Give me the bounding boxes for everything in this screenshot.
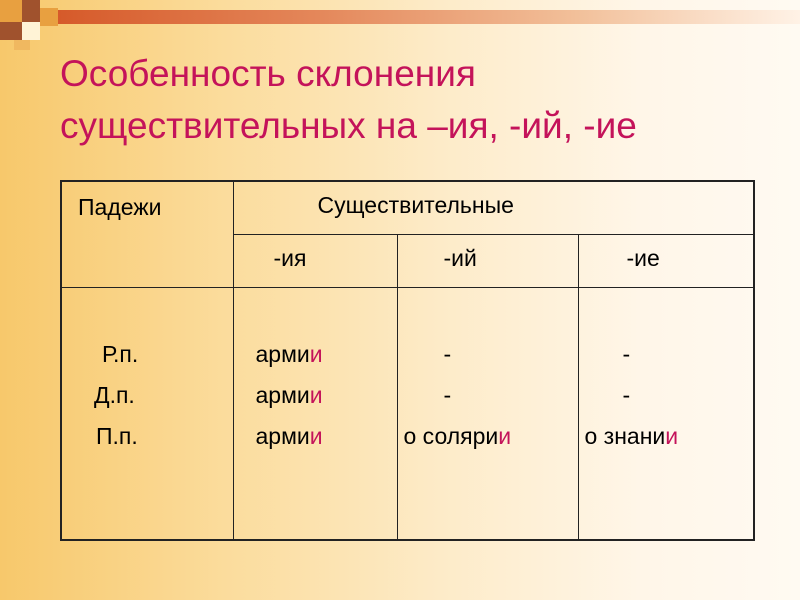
decor-square xyxy=(0,22,22,40)
cell-iya-dative xyxy=(256,375,397,416)
decor-square xyxy=(22,22,40,40)
case-prepositional: П.п. xyxy=(96,423,138,449)
decor-square xyxy=(0,0,22,22)
word-stem: арми xyxy=(255,423,310,449)
case-genitive: Р.п. xyxy=(102,341,139,367)
column-ie xyxy=(578,288,754,541)
cell-ie-dative: - xyxy=(622,382,631,408)
word-stem: арми xyxy=(255,382,310,408)
suffix-iya: -ия xyxy=(233,235,397,288)
cases-column xyxy=(61,288,233,541)
decor-square xyxy=(40,8,58,26)
cell-iya-genitive xyxy=(256,334,397,375)
cell-ij-dative: - xyxy=(443,382,452,408)
cell-ij-prepositional xyxy=(404,416,578,457)
column-ij xyxy=(397,288,578,541)
header-nouns: Существительные xyxy=(233,181,754,235)
column-iya xyxy=(233,288,397,541)
word-ending: и xyxy=(309,382,323,408)
cell-ie-prepositional xyxy=(585,416,754,457)
slide-title xyxy=(60,48,760,152)
word-ending: и xyxy=(309,341,323,367)
cell-ie-genitive: - xyxy=(622,341,631,367)
decor-square xyxy=(22,0,40,22)
word-stem: арми xyxy=(255,341,310,367)
cell-iya-prepositional xyxy=(256,416,397,457)
word-ending: и xyxy=(498,423,512,449)
title-line-2: существительных на –ия, -ий, -ие xyxy=(60,105,637,146)
word-ending: и xyxy=(665,423,679,449)
word-ending: и xyxy=(309,423,323,449)
cell-ij-genitive: - xyxy=(443,341,452,367)
decor-square xyxy=(14,40,30,50)
suffix-ie: -ие xyxy=(578,235,754,288)
case-dative: Д.п. xyxy=(94,382,135,408)
decor-top-bar xyxy=(58,10,800,24)
word-stem: о соляри xyxy=(403,423,499,449)
declension-table xyxy=(60,180,755,541)
title-line-1: Особенность склонения xyxy=(60,53,476,94)
word-stem: о знани xyxy=(584,423,666,449)
suffix-ij: -ий xyxy=(397,235,578,288)
header-cases: Падежи xyxy=(61,181,233,288)
